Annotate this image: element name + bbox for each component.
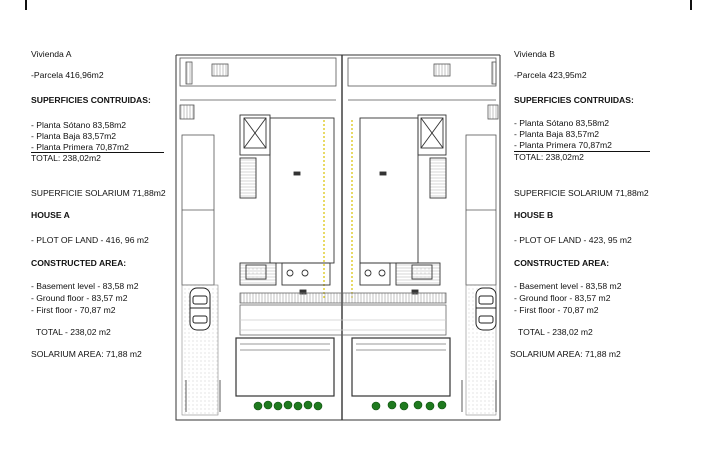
garages: [236, 338, 450, 396]
house-a-basement: - Basement level - 83,58 m2: [31, 281, 139, 291]
house-a-solarium-es: SUPERFICIE SOLARIUM 71,88m2: [31, 188, 166, 198]
house-a-planta-sotano: - Planta Sótano 83,58m2: [31, 120, 127, 130]
house-a-superficies-heading: SUPERFICIES CONTRUIDAS:: [31, 95, 151, 105]
house-a-total-en: TOTAL - 238,02 m2: [36, 327, 111, 337]
house-b-plan: [352, 115, 446, 300]
house-b-total-en: TOTAL - 238,02 m2: [518, 327, 593, 337]
house-b-planta-primera: - Planta Primera 70,87m2: [514, 140, 612, 150]
house-b-constructed-heading: CONSTRUCTED AREA:: [514, 258, 610, 268]
house-b-basement: - Basement level - 83,58 m2: [514, 281, 622, 291]
house-b-title-en: HOUSE B: [514, 210, 554, 220]
side-gardens: [180, 105, 498, 285]
house-b-planta-baja: - Planta Baja 83,57m2: [514, 129, 600, 139]
house-a-plot: - PLOT OF LAND - 416, 96 m2: [31, 235, 149, 245]
house-a-title-es: Vivienda A: [31, 49, 72, 59]
house-a-title-en: HOUSE A: [31, 210, 70, 220]
house-b-title-es: Vivienda B: [514, 49, 555, 59]
top-terraces: [180, 58, 496, 100]
house-a-constructed-heading: CONSTRUCTED AREA:: [31, 258, 127, 268]
tree-icon: [254, 401, 446, 410]
paved-strip: [240, 293, 446, 335]
house-a-first: - First floor - 70,87 m2: [31, 305, 116, 315]
house-a-parcela: -Parcela 416,96m2: [31, 70, 104, 80]
house-b-plot: - PLOT OF LAND - 423, 95 m2: [514, 235, 632, 245]
house-a-ground: - Ground floor - 83,57 m2: [31, 293, 128, 303]
site-boundary: [176, 55, 500, 420]
house-b-superficies-heading: SUPERFICIES CONTRUIDAS:: [514, 95, 634, 105]
house-b-parcela: -Parcela 423,95m2: [514, 70, 587, 80]
house-a-plan: [240, 115, 334, 300]
house-a-planta-primera: - Planta Primera 70,87m2: [31, 142, 129, 152]
house-b-solarium-en: SOLARIUM AREA: 71,88 m2: [510, 349, 621, 359]
house-b-solarium-es: SUPERFICIE SOLARIUM 71,88m2: [514, 188, 649, 198]
house-a-solarium-en: SOLARIUM AREA: 71,88 m2: [31, 349, 142, 359]
house-b-total-es: TOTAL: 238,02m2: [514, 152, 584, 162]
house-b-planta-sotano: - Planta Sótano 83,58m2: [514, 118, 610, 128]
house-a-planta-baja: - Planta Baja 83,57m2: [31, 131, 117, 141]
house-a-total-es: TOTAL: 238,02m2: [31, 153, 101, 163]
house-b-first: - First floor - 70,87 m2: [514, 305, 599, 315]
house-b-ground: - Ground floor - 83,57 m2: [514, 293, 611, 303]
